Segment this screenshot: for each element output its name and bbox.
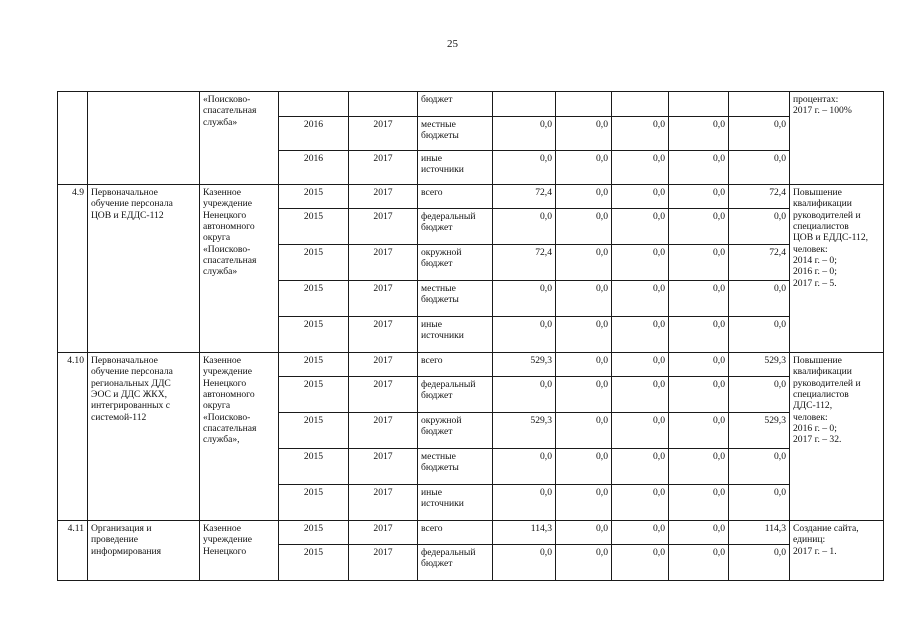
funding-source-cell-line: иные <box>421 153 442 164</box>
year-2015-cell: 0,0 <box>556 245 612 281</box>
year-2018-cell: 0,0 <box>729 449 790 485</box>
year-2017-cell: 0,0 <box>669 245 729 281</box>
year-2015-cell <box>556 92 612 117</box>
result-cell-line: человек: <box>793 411 828 423</box>
executor-cell-line: учреждение <box>203 198 252 210</box>
executor-cell-line: округа <box>203 232 231 244</box>
page-number: 25 <box>447 38 458 50</box>
year-2017-cell: 0,0 <box>669 521 729 545</box>
funding-source-cell-line: местные <box>421 283 456 294</box>
total-cell: 0,0 <box>493 545 556 581</box>
year-2015-cell: 0,0 <box>556 449 612 485</box>
year-2017-cell: 0,0 <box>669 449 729 485</box>
executor-cell-line: Казенное <box>203 523 242 534</box>
year-2015-cell: 0,0 <box>556 209 612 245</box>
end-year-cell: 2017 <box>349 245 418 281</box>
activity-name-cell-line: проведение <box>91 534 138 546</box>
funding-source-cell <box>418 353 493 377</box>
year-2015-cell: 0,0 <box>556 545 612 581</box>
year-2015-cell: 0,0 <box>556 117 612 151</box>
executor-cell-line: Ненецкого <box>203 377 247 389</box>
year-2018-cell <box>729 92 790 117</box>
funding-source-cell-line: федеральный <box>421 379 476 390</box>
funding-source-cell-line: бюджеты <box>421 462 459 474</box>
year-2015-cell: 0,0 <box>556 151 612 185</box>
year-2016-cell: 0,0 <box>612 281 669 317</box>
result-cell-line: квалификации <box>793 198 852 210</box>
funding-source-cell <box>418 413 493 449</box>
end-year-cell: 2017 <box>349 317 418 353</box>
start-year-cell: 2015 <box>279 377 349 413</box>
start-year-cell: 2015 <box>279 245 349 281</box>
executor-cell-line: служба» <box>203 116 238 128</box>
executor-cell-line: «Поисково- <box>203 94 251 105</box>
funding-source-cell-line: источники <box>421 164 464 176</box>
year-2016-cell: 0,0 <box>612 209 669 245</box>
result-cell-line: специалистов <box>793 388 849 400</box>
funding-source-cell-line: местные <box>421 451 456 462</box>
executor-cell <box>200 353 279 521</box>
activity-name-cell-line: ЦОВ и ЕДДС-112 <box>91 209 164 221</box>
executor-cell-line: автономного <box>203 388 255 400</box>
activity-name-cell-line: интегрированных с <box>91 400 171 412</box>
year-2018-cell: 0,0 <box>729 485 790 521</box>
year-2018-cell: 72,4 <box>729 185 790 209</box>
year-2017-cell: 0,0 <box>669 151 729 185</box>
result-cell-line: руководителей и <box>793 377 861 389</box>
total-cell: 0,0 <box>493 281 556 317</box>
total-cell: 529,3 <box>493 413 556 449</box>
result-cell-line: ДДС-112, <box>793 400 833 412</box>
result-cell-line: Создание сайта, <box>793 523 859 534</box>
year-2018-cell: 0,0 <box>729 209 790 245</box>
executor-cell-line: спасательная <box>203 254 257 266</box>
executor-cell-line: служба» <box>203 266 238 278</box>
row-number-cell <box>58 92 88 185</box>
year-2016-cell <box>612 92 669 117</box>
funding-source-cell <box>418 117 493 151</box>
year-2017-cell: 0,0 <box>669 317 729 353</box>
table-row <box>58 185 884 209</box>
funding-source-cell-line: местные <box>421 119 456 130</box>
table-row <box>58 92 884 117</box>
result-cell-line: единиц: <box>793 534 826 546</box>
result-cell-line: специалистов <box>793 220 849 232</box>
start-year-cell: 2015 <box>279 449 349 485</box>
funding-source-cell-line: федеральный <box>421 547 476 558</box>
activity-name-cell-line: Первоначальное <box>91 355 158 366</box>
year-2018-cell: 0,0 <box>729 117 790 151</box>
funding-source-cell-line: источники <box>421 330 464 342</box>
end-year-cell: 2017 <box>349 377 418 413</box>
end-year-cell: 2017 <box>349 151 418 185</box>
result-cell-line: процентах: <box>793 94 839 105</box>
year-2018-cell: 72,4 <box>729 245 790 281</box>
end-year-cell: 2017 <box>349 545 418 581</box>
start-year-cell: 2015 <box>279 209 349 245</box>
funding-source-cell <box>418 151 493 185</box>
result-cell-line: Повышение <box>793 355 842 366</box>
start-year-cell: 2016 <box>279 117 349 151</box>
year-2017-cell: 0,0 <box>669 117 729 151</box>
end-year-cell: 2017 <box>349 117 418 151</box>
year-2015-cell: 0,0 <box>556 185 612 209</box>
executor-cell-line: «Поисково- <box>203 243 251 255</box>
funding-source-cell <box>418 545 493 581</box>
executor-cell-line: Ненецкого <box>203 545 247 557</box>
funding-source-cell <box>418 185 493 209</box>
year-2016-cell: 0,0 <box>612 521 669 545</box>
year-2015-cell: 0,0 <box>556 377 612 413</box>
activity-name-cell-line: ЭОС и ДДС ЖКХ, <box>91 388 168 400</box>
executor-cell-line: округа <box>203 400 231 412</box>
year-2016-cell: 0,0 <box>612 117 669 151</box>
executor-cell <box>200 92 279 185</box>
result-cell-line: 2016 г. – 0; <box>793 266 837 278</box>
total-cell: 72,4 <box>493 185 556 209</box>
year-2017-cell <box>669 92 729 117</box>
year-2018-cell: 0,0 <box>729 317 790 353</box>
total-cell <box>493 92 556 117</box>
activity-name-cell-line: региональных ДДС <box>91 377 171 389</box>
year-2017-cell: 0,0 <box>669 209 729 245</box>
year-2017-cell: 0,0 <box>669 545 729 581</box>
total-cell: 0,0 <box>493 151 556 185</box>
total-cell: 0,0 <box>493 449 556 485</box>
table-row <box>58 353 884 377</box>
year-2015-cell: 0,0 <box>556 353 612 377</box>
year-2017-cell: 0,0 <box>669 413 729 449</box>
end-year-cell: 2017 <box>349 353 418 377</box>
funding-source-cell-line: бюджет <box>421 222 453 234</box>
end-year-cell <box>349 92 418 117</box>
result-cell-line: 2017 г. – 1. <box>793 545 837 557</box>
year-2016-cell: 0,0 <box>612 485 669 521</box>
start-year-cell: 2015 <box>279 353 349 377</box>
result-cell-line: квалификации <box>793 366 852 378</box>
activity-name-cell <box>88 521 200 581</box>
funding-source-cell-line: иные <box>421 319 442 330</box>
end-year-cell: 2017 <box>349 185 418 209</box>
start-year-cell: 2015 <box>279 413 349 449</box>
end-year-cell: 2017 <box>349 281 418 317</box>
executor-cell-line: автономного <box>203 220 255 232</box>
funding-source-cell-line: бюджет <box>421 94 453 105</box>
activity-name-cell-line: обучение персонала <box>91 366 173 378</box>
funding-source-cell <box>418 449 493 485</box>
year-2018-cell: 114,3 <box>729 521 790 545</box>
start-year-cell: 2016 <box>279 151 349 185</box>
year-2015-cell: 0,0 <box>556 521 612 545</box>
year-2016-cell: 0,0 <box>612 245 669 281</box>
activity-name-cell <box>88 185 200 353</box>
year-2017-cell: 0,0 <box>669 485 729 521</box>
program-table <box>57 91 884 581</box>
start-year-cell: 2015 <box>279 545 349 581</box>
funding-source-cell <box>418 281 493 317</box>
executor-cell-line: спасательная <box>203 422 257 434</box>
year-2018-cell: 0,0 <box>729 545 790 581</box>
funding-source-cell-line: всего <box>421 355 443 366</box>
year-2018-cell: 0,0 <box>729 377 790 413</box>
result-cell-line: человек: <box>793 243 828 255</box>
year-2018-cell: 0,0 <box>729 281 790 317</box>
executor-cell-line: Ненецкого <box>203 209 247 221</box>
executor-cell <box>200 521 279 581</box>
total-cell: 0,0 <box>493 209 556 245</box>
funding-source-cell <box>418 245 493 281</box>
executor-cell-line: Казенное <box>203 187 242 198</box>
funding-source-cell <box>418 209 493 245</box>
start-year-cell: 2015 <box>279 317 349 353</box>
year-2016-cell: 0,0 <box>612 377 669 413</box>
funding-source-cell-line: всего <box>421 523 443 534</box>
total-cell: 114,3 <box>493 521 556 545</box>
funding-source-cell <box>418 317 493 353</box>
funding-source-cell-line: источники <box>421 498 464 510</box>
row-number-cell: 4.11 <box>58 521 88 581</box>
result-cell <box>790 521 884 581</box>
result-cell <box>790 92 884 185</box>
result-cell-line: Повышение <box>793 187 842 198</box>
funding-source-cell <box>418 92 493 117</box>
row-number-cell: 4.9 <box>58 185 88 353</box>
year-2017-cell: 0,0 <box>669 377 729 413</box>
result-cell-line: 2017 г. – 32. <box>793 434 842 446</box>
executor-cell-line: учреждение <box>203 534 252 546</box>
activity-name-cell-line: Первоначальное <box>91 187 158 198</box>
funding-source-cell-line: бюджеты <box>421 294 459 306</box>
result-cell-line: 2017 г. – 100% <box>793 105 852 117</box>
year-2017-cell: 0,0 <box>669 281 729 317</box>
funding-source-cell-line: окружной <box>421 415 462 426</box>
year-2018-cell: 529,3 <box>729 413 790 449</box>
executor-cell-line: Казенное <box>203 355 242 366</box>
activity-name-cell-line: обучение персонала <box>91 198 173 210</box>
end-year-cell: 2017 <box>349 209 418 245</box>
funding-source-cell-line: бюджет <box>421 426 453 438</box>
year-2016-cell: 0,0 <box>612 353 669 377</box>
year-2015-cell: 0,0 <box>556 413 612 449</box>
start-year-cell <box>279 92 349 117</box>
row-number-cell: 4.10 <box>58 353 88 521</box>
executor-cell <box>200 185 279 353</box>
funding-source-cell-line: бюджет <box>421 558 453 570</box>
start-year-cell: 2015 <box>279 185 349 209</box>
activity-name-cell <box>88 353 200 521</box>
total-cell: 72,4 <box>493 245 556 281</box>
total-cell: 0,0 <box>493 377 556 413</box>
total-cell: 0,0 <box>493 485 556 521</box>
result-cell-line: 2016 г. – 0; <box>793 422 837 434</box>
end-year-cell: 2017 <box>349 413 418 449</box>
total-cell: 529,3 <box>493 353 556 377</box>
funding-source-cell-line: бюджет <box>421 390 453 402</box>
year-2018-cell: 0,0 <box>729 151 790 185</box>
funding-source-cell-line: федеральный <box>421 211 476 222</box>
funding-source-cell <box>418 377 493 413</box>
result-cell-line: руководителей и <box>793 209 861 221</box>
result-cell-line: 2014 г. – 0; <box>793 254 837 266</box>
funding-source-cell <box>418 485 493 521</box>
funding-source-cell-line: окружной <box>421 247 462 258</box>
executor-cell-line: учреждение <box>203 366 252 378</box>
executor-cell-line: спасательная <box>203 105 257 117</box>
year-2015-cell: 0,0 <box>556 281 612 317</box>
executor-cell-line: служба», <box>203 434 240 446</box>
result-cell-line: 2017 г. – 5. <box>793 277 837 289</box>
year-2015-cell: 0,0 <box>556 485 612 521</box>
total-cell: 0,0 <box>493 317 556 353</box>
funding-source-cell-line: иные <box>421 487 442 498</box>
table-row <box>58 521 884 545</box>
end-year-cell: 2017 <box>349 521 418 545</box>
activity-name-cell-line: информирования <box>91 545 162 557</box>
funding-source-cell-line: бюджет <box>421 258 453 270</box>
funding-source-cell <box>418 521 493 545</box>
year-2017-cell: 0,0 <box>669 353 729 377</box>
year-2015-cell: 0,0 <box>556 317 612 353</box>
year-2016-cell: 0,0 <box>612 151 669 185</box>
activity-name-cell-line: Организация и <box>91 523 152 534</box>
year-2017-cell: 0,0 <box>669 185 729 209</box>
result-cell <box>790 185 884 353</box>
result-cell <box>790 353 884 521</box>
executor-cell-line: «Поисково- <box>203 411 251 423</box>
year-2016-cell: 0,0 <box>612 545 669 581</box>
year-2016-cell: 0,0 <box>612 449 669 485</box>
total-cell: 0,0 <box>493 117 556 151</box>
year-2018-cell: 529,3 <box>729 353 790 377</box>
end-year-cell: 2017 <box>349 485 418 521</box>
start-year-cell: 2015 <box>279 485 349 521</box>
year-2016-cell: 0,0 <box>612 185 669 209</box>
funding-source-cell-line: бюджеты <box>421 130 459 142</box>
end-year-cell: 2017 <box>349 449 418 485</box>
activity-name-cell-line: системой-112 <box>91 411 147 423</box>
start-year-cell: 2015 <box>279 281 349 317</box>
activity-name-cell <box>88 92 200 185</box>
result-cell-line: ЦОВ и ЕДДС-112, <box>793 232 869 244</box>
start-year-cell: 2015 <box>279 521 349 545</box>
year-2016-cell: 0,0 <box>612 317 669 353</box>
year-2016-cell: 0,0 <box>612 413 669 449</box>
funding-source-cell-line: всего <box>421 187 443 198</box>
